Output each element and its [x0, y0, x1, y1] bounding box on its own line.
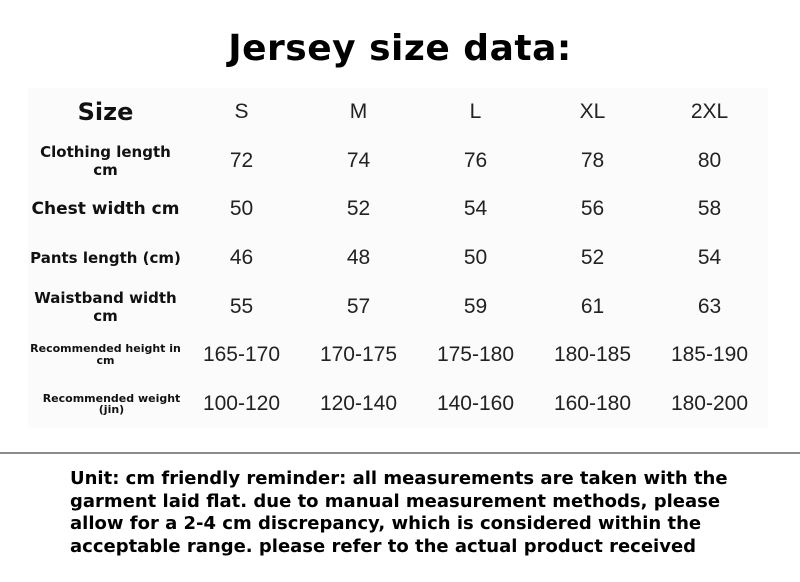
table-row	[28, 282, 768, 331]
table-cell: 50	[463, 246, 488, 270]
table-cell: 54	[463, 197, 488, 221]
table-cell: 54	[697, 246, 722, 270]
table-cell: 78	[580, 148, 605, 172]
divider	[0, 452, 800, 454]
table-cell: 185-190	[670, 343, 749, 367]
size-table	[28, 88, 768, 428]
size-table-container	[28, 88, 768, 428]
table-row	[28, 331, 768, 380]
table-row	[28, 137, 768, 186]
table-cell: 180-185	[553, 343, 632, 367]
table-header-row	[28, 88, 768, 137]
table-row	[28, 234, 768, 283]
table-cell: 46	[229, 246, 254, 270]
size-column-header: S	[234, 100, 249, 124]
table-cell: 58	[697, 197, 722, 221]
table-cell: 180-200	[670, 391, 749, 415]
table-cell: 57	[346, 294, 371, 318]
measurement-note: Unit: cm friendly reminder: all measurements are taken with the garment laid flat. due to manual measurement methods, please allow for a 2-4 cm discrepancy, which is considered within the acceptable range. please refer to the actual product received	[70, 468, 728, 557]
table-cell: 72	[229, 148, 254, 172]
table-cell: 59	[463, 294, 488, 318]
size-column-header: M	[349, 100, 368, 124]
table-row	[28, 185, 768, 234]
table-cell: 170-175	[319, 343, 398, 367]
table-cell: 52	[346, 197, 371, 221]
table-cell: 56	[580, 197, 605, 221]
table-cell: 80	[697, 148, 722, 172]
table-cell: 120-140	[319, 391, 398, 415]
size-column-header: L	[469, 100, 482, 124]
table-row	[28, 380, 768, 429]
row-label: Pants length (cm)	[30, 249, 181, 268]
page-title: Jersey size data:	[228, 28, 572, 69]
size-column-header: 2XL	[690, 100, 729, 124]
table-cell: 74	[346, 148, 371, 172]
size-header-label: Size	[77, 98, 134, 127]
table-cell: 63	[697, 294, 722, 318]
row-label: Waistband width cm	[34, 288, 177, 325]
table-cell: 100-120	[202, 391, 281, 415]
table-cell: 52	[580, 246, 605, 270]
row-label: Recommended weight (jin)	[42, 391, 181, 416]
table-cell: 55	[229, 294, 254, 318]
size-column-header: XL	[579, 100, 606, 124]
table-cell: 175-180	[436, 343, 515, 367]
table-cell: 140-160	[436, 391, 515, 415]
row-label: Clothing length cm	[40, 142, 171, 179]
table-cell: 50	[229, 197, 254, 221]
table-cell: 48	[346, 246, 371, 270]
row-label: Chest width cm	[31, 199, 180, 220]
table-cell: 61	[580, 294, 605, 318]
row-label: Recommended height in cm	[30, 342, 181, 368]
table-cell: 160-180	[553, 391, 632, 415]
table-cell: 165-170	[202, 343, 281, 367]
table-cell: 76	[463, 148, 488, 172]
